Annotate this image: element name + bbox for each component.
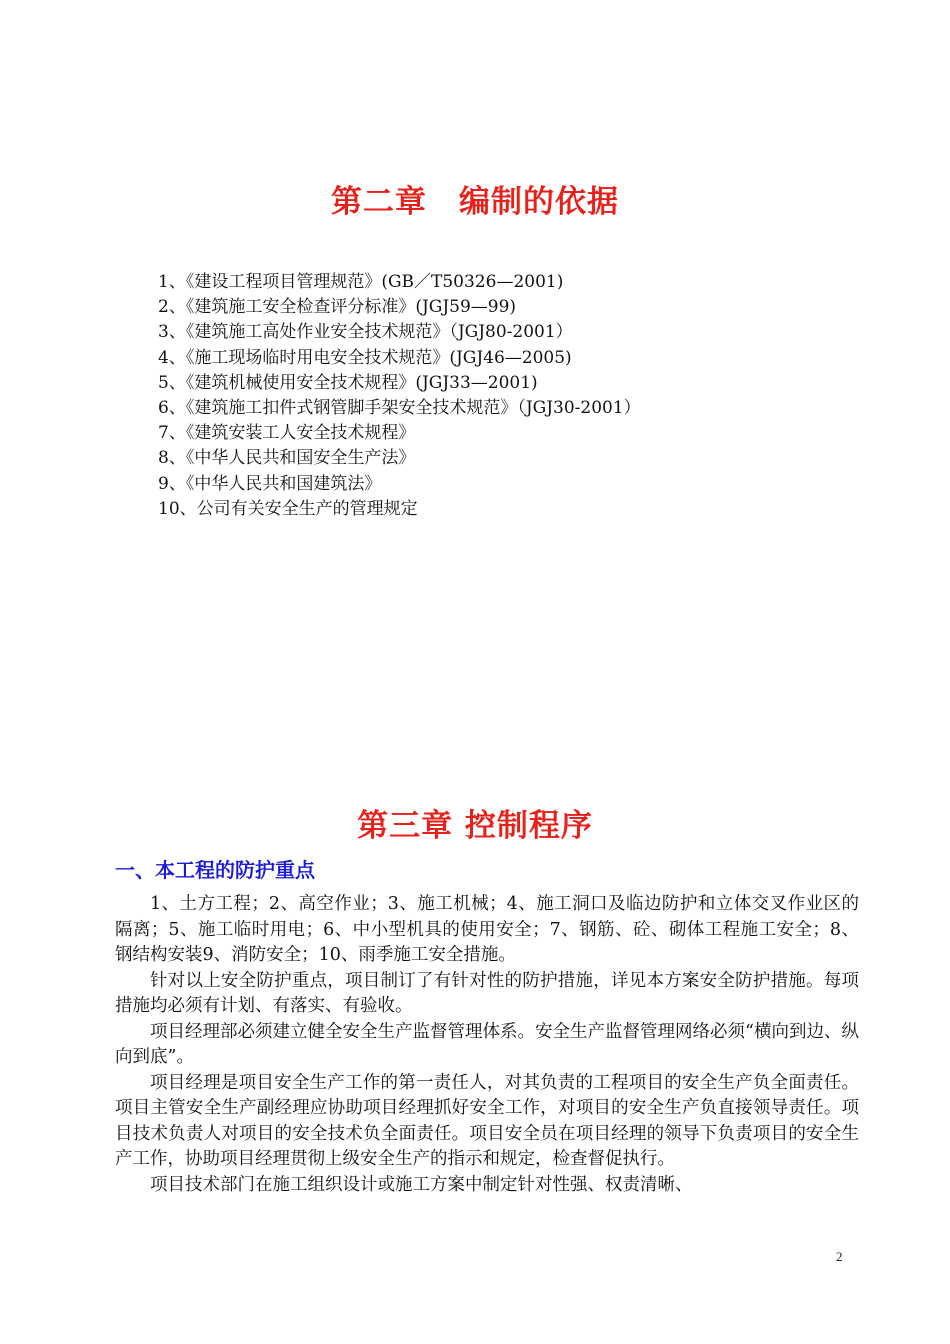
chapter-3-title: 第三章 控制程序 [357,808,593,844]
paragraph: 针对以上安全防护重点，项目制订了有针对性的防护措施，详见本方案安全防护措施。每项措施均必须有计划、有落实、有验收。 [115,970,859,1016]
reference-item: 9、《中华人民共和国建筑法》 [158,473,382,494]
reference-item: 7、《建筑安装工人安全技术规程》 [158,423,416,444]
body-text [115,892,859,1198]
paragraph: 项目经理部必须建立健全安全生产监督管理体系。安全生产监督管理网络必须“横向到边、纵向到底”。 [115,1021,859,1067]
paragraph: 项目技术部门在施工组织设计或施工方案中制定针对性强、权责清晰、 [150,1174,693,1195]
reference-item: 8、《中华人民共和国安全生产法》 [158,448,416,469]
reference-item: 5、《建筑机械使用安全技术规程》(JGJ33—2001) [158,372,538,393]
chapter-2-title: 第二章 编制的依据 [331,184,619,220]
section-heading-protection-focus: 一、本工程的防护重点 [115,858,315,882]
reference-item: 1、《建设工程项目管理规范》(GB／T50326—2001) [158,272,564,292]
reference-item: 10、公司有关安全生产的管理规定 [158,498,418,519]
reference-item: 4、《施工现场临时用电安全技术规范》(JGJ46—2005) [158,347,572,368]
paragraph: 1、土方工程；2、高空作业；3、施工机械；4、施工洞口及临边防护和立体交叉作业区的隔离；5、施工临时用电；6、中小型机具的使用安全；7、钢筋、砼、砌体工程施工安全；8、钢结构安装9、消防安全；10、雨季施工安全措施。 [115,894,859,965]
reference-item: 6、《建筑施工扣件式钢管脚手架安全技术规范》（JGJ30-2001） [158,398,641,419]
paragraph: 项目经理是项目安全生产工作的第一责任人，对其负责的工程项目的安全生产负全面责任。项目主管安全生产副经理应协助项目经理抓好安全工作，对项目的安全生产负直接领导责任。项目技术负责人对项目的安全技术负全面责任。项目安全员在项目经理的领导下负责项目的安全生产工作，协助项目经理贯彻上级安全生产的指示和规定，检查督促执行。 [115,1072,859,1169]
reference-list [158,270,641,522]
reference-item: 3、《建筑施工高处作业安全技术规范》（JGJ80-2001） [158,322,573,343]
reference-item: 2、《建筑施工安全检查评分标准》(JGJ59—99) [158,297,517,318]
page-number: 2 [836,1249,843,1264]
